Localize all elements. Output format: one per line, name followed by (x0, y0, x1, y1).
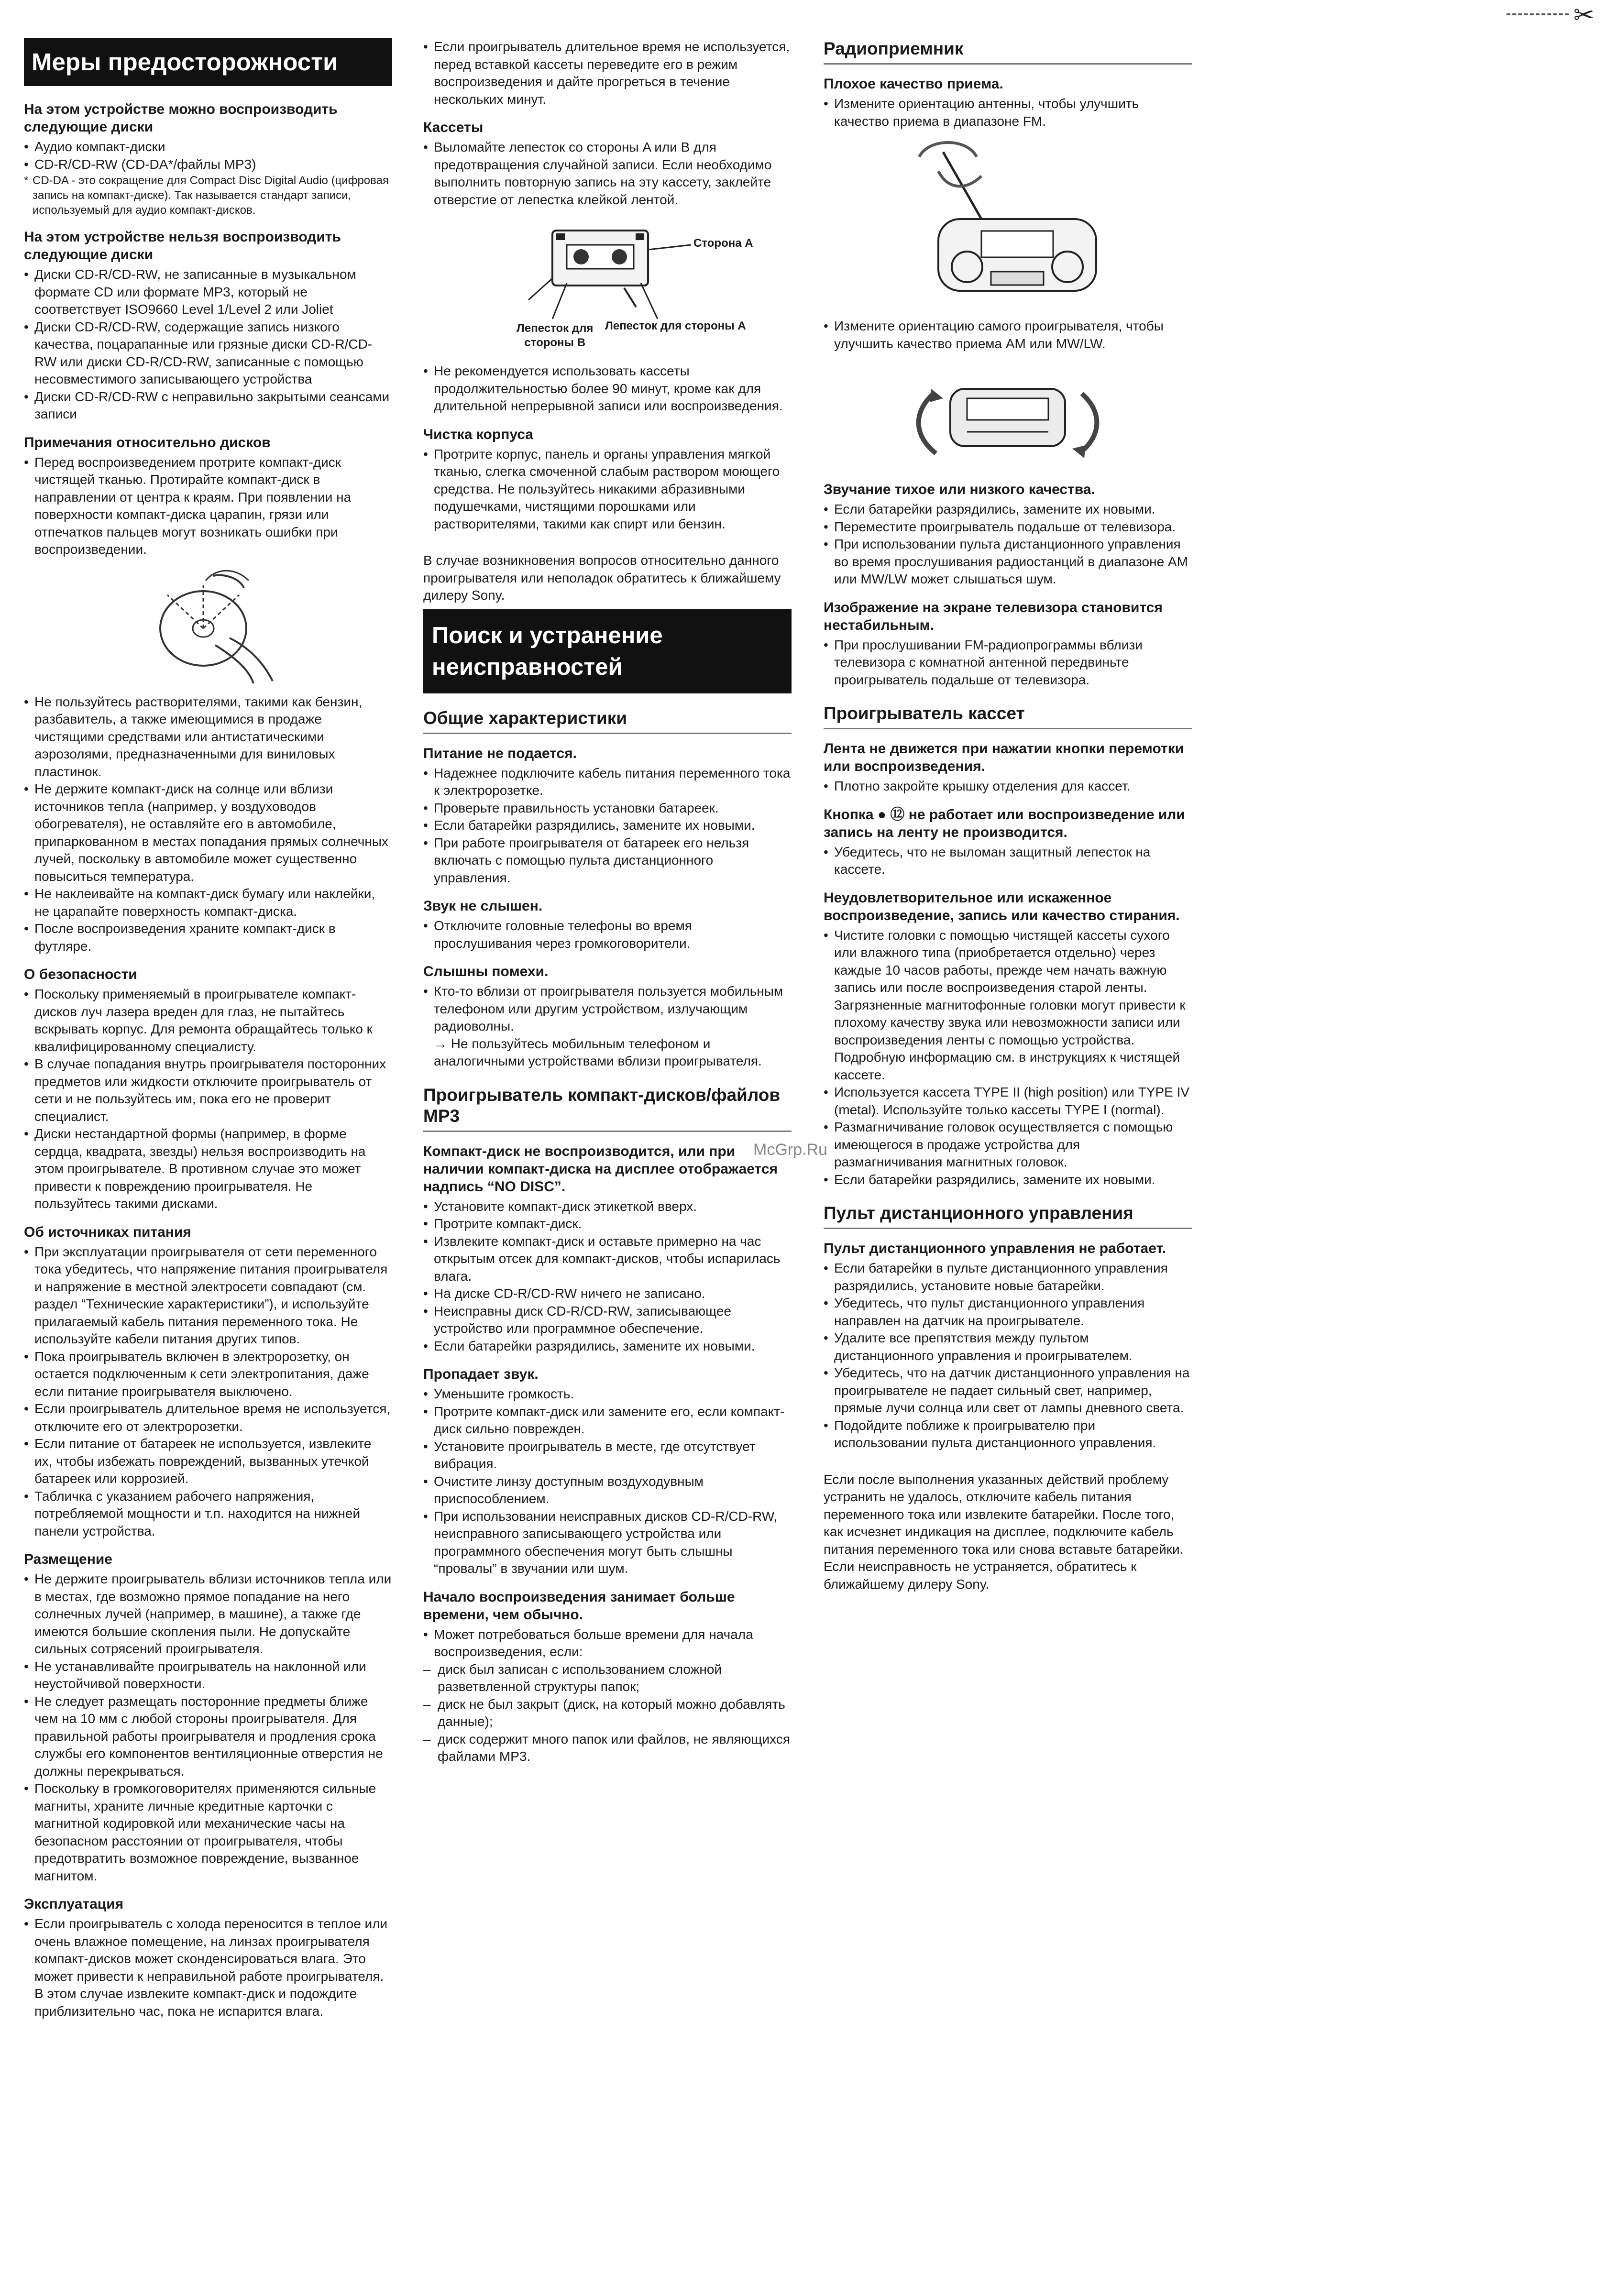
operation-heading: Эксплуатация (24, 1896, 124, 1912)
poor-list (824, 95, 1192, 130)
column-troubleshooting (423, 38, 792, 1766)
list-item: • При прослушивании FM-радиопрограммы вблизи телевизора с комнатной антенной передвиньте проигрыватель подальше от телевизора. (824, 637, 1192, 689)
list-item: • Установите компакт-диск этикеткой вверх. (423, 1198, 792, 1216)
list-item: • Протрите компакт-диск. (423, 1215, 792, 1233)
playable-list (24, 138, 392, 173)
disc-cleaning-illustration (24, 566, 392, 686)
list-item: • Может потребоваться больше времени для начала воспроизведения, если: (423, 1626, 792, 1661)
list-item: • Не держите проигрыватель вблизи источников тепла или в местах, где возможно прямое попадание на него солнечных лучей (например, в машине), а также где имеются большие скопления пыли. Не допускайте сильных сотрясений проигрывателя. (24, 1571, 392, 1658)
list-item: • Если проигрыватель длительное время не используется, отключите его от электророзетки. (24, 1400, 392, 1435)
list-item: • Табличка с указанием рабочего напряжения, потребляемой мощности и т.п. находится на нижней панели устройства. (24, 1488, 392, 1540)
scissors-icon: ✂ (1573, 1, 1595, 29)
power-list (24, 1243, 392, 1540)
noise-sub: → Не пользуйтесь мобильным телефоном и аналогичными устройствами вблизи проигрывателя. (434, 1036, 762, 1068)
list-item: • При использовании неисправных дисков CD-R/CD-RW, неисправного записывающего устройства или программного обеспечения могут быть слышны “провалы” в звучании или шум. (423, 1508, 792, 1578)
noise-list (423, 983, 792, 1035)
list-item: • При использовании пульта дистанционного управления во время прослушивания радиостанций в диапазоне AM или MW/LW может слышаться шум. (824, 536, 1192, 588)
list-item: • Диски CD-R/CD-RW, содержащие запись низкого качества, поцарапанные или грязные диски CD-R/CD-RW или диски CD-R/CD-RW, записанные с помощью несовместимого записывающего устройства (24, 319, 392, 388)
cassettes-list (423, 139, 792, 209)
list-item: • В случае попадания внутрь проигрывателя посторонних предметов или жидкости отключите проигрыватель от сети и не пользуйтесь им, пока его не проверит специалист. (24, 1055, 392, 1125)
list-item: • Не наклеивайте на компакт-диск бумагу или наклейки, не царапайте поверхность компакт-диска. (24, 885, 392, 920)
weak-heading: Звучание тихое или низкого качества. (824, 482, 1095, 497)
quality-heading: Неудовлетворительное или искаженное воспроизведение, запись или качество стирания. (824, 890, 1180, 923)
noise-heading: Слышны помехи. (423, 964, 549, 979)
start-heading: Начало воспроизведения занимает больше времени, чем обычно. (423, 1589, 735, 1623)
list-item: • Плотно закройте крышку отделения для кассет. (824, 778, 1192, 795)
discs-list-2 (24, 693, 392, 956)
list-item: • Убедитесь, что не выломан защитный лепесток на кассете. (824, 844, 1192, 879)
list-item: • Протрите компакт-диск или замените его, если компакт-диск сильно поврежден. (423, 1403, 792, 1438)
list-item: • Не держите компакт-диск на солнце или вблизи источников тепла (например, у воздуховодов обогревателя), не оставляйте его в автомобиле, припаркованном в местах попадания прямых солнечных лучей, поскольку в автомобиле может существенно повыситься температура. (24, 780, 392, 885)
list-item: • Установите проигрыватель в месте, где отсутствует вибрация. (423, 1438, 792, 1473)
weak-list (824, 501, 1192, 588)
list-item: • Если проигрыватель длительное время не используется, перед вставкой кассеты переведите его в режим воспроизведения и дайте прогреться в течение нескольких минут. (423, 38, 792, 108)
list-item: • Перед воспроизведением протрите компакт-диск чистящей тканью. Протирайте компакт-диск в направлении от центра к краям. При появлении на поверхности компакт-диска царапин, грязи или отпечатков пальцев могут возникать ошибки при воспроизведении. (24, 454, 392, 559)
column-precautions (24, 38, 392, 2020)
list-item: • Проверьте правильность установки батареек. (423, 800, 792, 817)
power-heading: Об источниках питания (24, 1224, 191, 1240)
list-item: • Диски CD-R/CD-RW, не записанные в музыкальном формате CD или формате MP3, который не соответствует ISO9660 Level 1/Level 2 или Joliet (24, 266, 392, 319)
final-text: Если после выполнения указанных действий проблему устранить не удалось, отключите кабель питания переменного тока или извлеките батарейки. После того, как исчезнет индикация на дисплее, подключите кабель питания переменного тока или снова вставьте батарейки. Если неисправность не устраняется, обратитесь к ближайшему дилеру Sony. (824, 1472, 1184, 1592)
cleaning-list (423, 446, 792, 533)
list-item: • Диски CD-R/CD-RW с неправильно закрытыми сеансами записи (24, 388, 392, 423)
label-side-a: Сторона A (693, 237, 753, 250)
unplayable-heading: На этом устройстве нельзя воспроизводить следующие диски (24, 229, 341, 263)
list-item: • При эксплуатации проигрывателя от сети переменного тока убедитесь, что напряжение питания проигрывателя и напряжение в местной электросети совпадают (см. раздел “Технические характеристики”), и используйте прилагаемый кабель питания переменного тока. Не используйте кабели питания других типов. (24, 1243, 392, 1348)
unplayable-list (24, 266, 392, 423)
list-item: • Убедитесь, что на датчик дистанционного управления на проигрывателе не падает сильный свет, например, прямые лучи солнца или свет от лампы дневного света. (824, 1364, 1192, 1417)
precautions-title: Меры предосторожности (24, 38, 392, 86)
cd-heading: Проигрыватель компакт-дисков/файлов MP3 (423, 1085, 792, 1132)
discs-list (24, 454, 392, 559)
cut-line (1507, 13, 1569, 15)
list-item: • Кто-то вблизи от проигрывателя пользуется мобильным телефоном или другим устройством, излучающим радиоволны. (423, 983, 792, 1035)
tv-heading: Изображение на экране телевизора становится нестабильным. (824, 599, 1163, 633)
rec-heading: Кнопка ● ⑫ не работает или воспроизведение или запись на ленту не производится. (824, 806, 1185, 840)
placement-list (24, 1571, 392, 1885)
poor-list-2 (824, 318, 1192, 352)
list-item: • Протрите корпус, панель и органы управления мягкой тканью, слегка смоченной слабым раствором моющего средства. Не пользуйтесь никакими абразивными подушечками, чистящими порошками или растворителями, такими как спирт или бензин. (423, 446, 792, 533)
list-item: • Извлеките компакт-диск и оставьте примерно на час открытым отсек для компакт-дисков, чтобы испарилась влага. (423, 1233, 792, 1285)
label-tab-a: Лепесток для стороны A (605, 319, 746, 332)
quality-list (824, 927, 1192, 1189)
list-item: • Пока проигрыватель включен в электророзетку, он остается подключенным к сети электропитания, даже если питание проигрывателя выключено. (24, 1348, 392, 1401)
dash-item: – диск содержит много папок или файлов, не являющихся файлами MP3. (423, 1731, 791, 1764)
list-item: • Очистите линзу доступным воздуходувным приспособлением. (423, 1473, 792, 1508)
remote-heading: Пульт дистанционного управления (824, 1203, 1192, 1229)
remotenot-list (824, 1260, 1192, 1452)
playable-heading: На этом устройстве можно воспроизводить следующие диски (24, 101, 338, 135)
list-item: • После воспроизведения храните компакт-диск в футляре. (24, 920, 392, 955)
list-item: • Удалите все препятствия между пультом дистанционного управления и проигрывателем. (824, 1329, 1192, 1364)
list-item: • Если питание от батареек не используется, извлеките их, чтобы избежать повреждений, вызванных утечкой батареек или коррозией. (24, 1435, 392, 1488)
list-item: • Неисправны диск CD-R/CD-RW, записывающее устройство или программное обеспечение. (423, 1303, 792, 1338)
list-item: • Не устанавливайте проигрыватель на наклонной или неустойчивой поверхности. (24, 1658, 392, 1693)
intro-list (423, 38, 792, 108)
watermark: McGrp.Ru (753, 1141, 827, 1159)
list-item: • Если батарейки в пульте дистанционного управления разрядились, установите новые батарейки. (824, 1260, 1192, 1295)
nosound-list (423, 917, 792, 952)
nopower-heading: Питание не подается. (423, 745, 577, 761)
dash-item: – диск был записан с использованием сложной разветвленной структуры папок; (423, 1661, 722, 1694)
list-item: • Отключите головные телефоны во время прослушивания через громкоговорители. (423, 917, 792, 952)
list-item: • Чистите головки с помощью чистящей кассеты сухого или влажного типа (приобретается отдельно) через каждые 10 часов работы, прежде чем начать важную запись или после воспроизведения старой ленты. Загрязненные магнитофонные головки могут привести к плохому качеству звука или невозможности записи или воспроизведения ленты с помощью устройства. Подробную информацию см. в инструкциях к чистящей кассете. (824, 927, 1192, 1084)
list-item: • Переместите проигрыватель подальше от телевизора. (824, 518, 1192, 536)
list-item: • Поскольку в громкоговорителях применяются сильные магниты, храните личные кредитные карточки с магнитной кодировкой или механические часы на безопасном расстоянии от проигрывателя, чтобы предотвратить возможное повреждение, вызванное магнитом. (24, 1780, 392, 1885)
list-item: • Если батарейки разрядились, замените их новыми. (423, 1338, 792, 1355)
list-item: • Убедитесь, что пульт дистанционного управления направлен на датчик на проигрывателе. (824, 1295, 1192, 1329)
list-item: • При работе проигрывателя от батареек его нельзя включать с помощью пульта дистанционного управления. (423, 835, 792, 887)
list-item: • Поскольку применяемый в проигрывателе компакт-дисков луч лазера вреден для глаз, не пытайтесь вскрывать корпус. Для ремонта обращайтесь только к квалифицированному специалисту. (24, 986, 392, 1055)
operation-list (24, 1915, 392, 2020)
safety-heading: О безопасности (24, 967, 137, 982)
list-item: • Диски нестандартной формы (например, в форме сердца, квадрата, звезды) нельзя воспроизводить на этом проигрывателе. В противном случае это может привести к повреждению проигрывателя. Не пользуйтесь такими дисками. (24, 1125, 392, 1213)
list-item: • Выломайте лепесток со стороны A или B для предотвращения случайной записи. Если необходимо выполнить повторную запись на эту кассету, заклейте отверстие от лепестка клейкой лентой. (423, 139, 792, 209)
cassettes-heading: Кассеты (423, 120, 484, 135)
cdnot-heading: Компакт-диск не воспроизводится, или при наличии компакт-диска на дисплее отображается надпись “NO DISC”. (423, 1143, 778, 1195)
tape-heading: Проигрыватель кассет (824, 703, 1192, 729)
cdnot-list (423, 1198, 792, 1355)
nosound-heading: Звук не слышен. (423, 898, 543, 914)
dropout-heading: Пропадает звук. (423, 1366, 539, 1382)
antenna-illustration (824, 138, 1192, 310)
list-item: • Используется кассета TYPE II (high position) или TYPE IV (metal). Используйте только кассеты TYPE I (normal). (824, 1084, 1192, 1119)
general-heading: Общие характеристики (423, 708, 792, 734)
list-item: • Не рекомендуется использовать кассеты продолжительностью более 90 минут, кроме как для длительной непрерывной записи или воспроизведения. (423, 363, 792, 415)
list-item: • Если батарейки разрядились, замените их новыми. (423, 817, 792, 835)
dropout-list (423, 1385, 792, 1578)
label-tab-b: Лепесток для стороны B (517, 322, 594, 349)
rotate-player-illustration (824, 360, 1192, 470)
list-item: • CD-R/CD-RW (CD-DA*/файлы MP3) (24, 156, 392, 174)
list-item: • Измените ориентацию антенны, чтобы улучшить качество приема в диапазоне FM. (824, 95, 1192, 130)
list-item: • Надежнее подключите кабель питания переменного тока к электророзетке. (423, 765, 792, 800)
cassettes-list-2 (423, 363, 792, 415)
tapestop-list (824, 778, 1192, 795)
troubleshooting-title: Поиск и устранение неисправностей (423, 609, 792, 693)
rec-list (824, 844, 1192, 879)
start-dash-list (423, 1661, 792, 1766)
cassette-tabs-illustration (423, 216, 792, 355)
list-item: • Если батарейки разрядились, замените их новыми. (824, 1171, 1192, 1189)
column-radio-tape-remote (824, 38, 1192, 1598)
dash-item: – диск не был закрыт (диск, на который можно добавлять данные); (423, 1696, 785, 1729)
cleaning-heading: Чистка корпуса (423, 426, 533, 442)
start-list (423, 1626, 792, 1661)
list-item: • Не пользуйтесь растворителями, такими как бензин, разбавитель, а также имеющимися в продаже чистящими средствами или антистатическими аэрозолями, предназначенными для виниловых пластинок. (24, 693, 392, 781)
poor-heading: Плохое качество приема. (824, 76, 1003, 92)
list-item: • Уменьшите громкость. (423, 1385, 792, 1403)
list-item: • Если проигрыватель с холода переносится в теплое или очень влажное помещение, на линзах проигрывателя компакт-дисков может сконденсироваться влага. Это может привести к неправильной работе проигрывателя. В этом случае извлеките компакт-диск и подождите приблизительно час, пока не испарится влага. (24, 1915, 392, 2020)
radio-heading: Радиоприемник (824, 38, 1192, 65)
contact-text: В случае возникновения вопросов относительно данного проигрывателя или неполадок обратитесь к ближайшему дилеру Sony. (423, 553, 781, 603)
list-item: • На диске CD-R/CD-RW ничего не записано. (423, 1285, 792, 1303)
list-item: • Если батарейки разрядились, замените их новыми. (824, 501, 1192, 518)
safety-list (24, 986, 392, 1213)
list-item: • Подойдите поближе к проигрывателю при использовании пульта дистанционного управления. (824, 1417, 1192, 1452)
list-item: • Измените ориентацию самого проигрывателя, чтобы улучшить качество приема AM или MW/LW. (824, 318, 1192, 352)
list-item: • Не следует размещать посторонние предметы ближе чем на 10 мм с любой стороны проигрывателя. Для правильной работы проигрывателя и продления срока службы его компонентов вентиляционные отверстия не должны перекрываться. (24, 1693, 392, 1780)
footnote: * CD-DA - это сокращение для Compact Disc Digital Audio (цифровая запись на компакт-диске). Так называется стандарт записи, используемый для аудио компакт-дисков. (24, 174, 389, 217)
nopower-list (423, 765, 792, 887)
list-item: • Размагничивание головок осуществляется с помощью имеющегося в продаже устройства для размагничивания магнитных головок. (824, 1119, 1192, 1171)
discs-heading: Примечания относительно дисков (24, 434, 271, 450)
list-item: • Аудио компакт-диски (24, 138, 392, 156)
tv-list (824, 637, 1192, 689)
placement-heading: Размещение (24, 1551, 112, 1567)
tapestop-heading: Лента не движется при нажатии кнопки перемотки или воспроизведения. (824, 741, 1184, 774)
remotenot-heading: Пульт дистанционного управления не работает. (824, 1241, 1166, 1256)
